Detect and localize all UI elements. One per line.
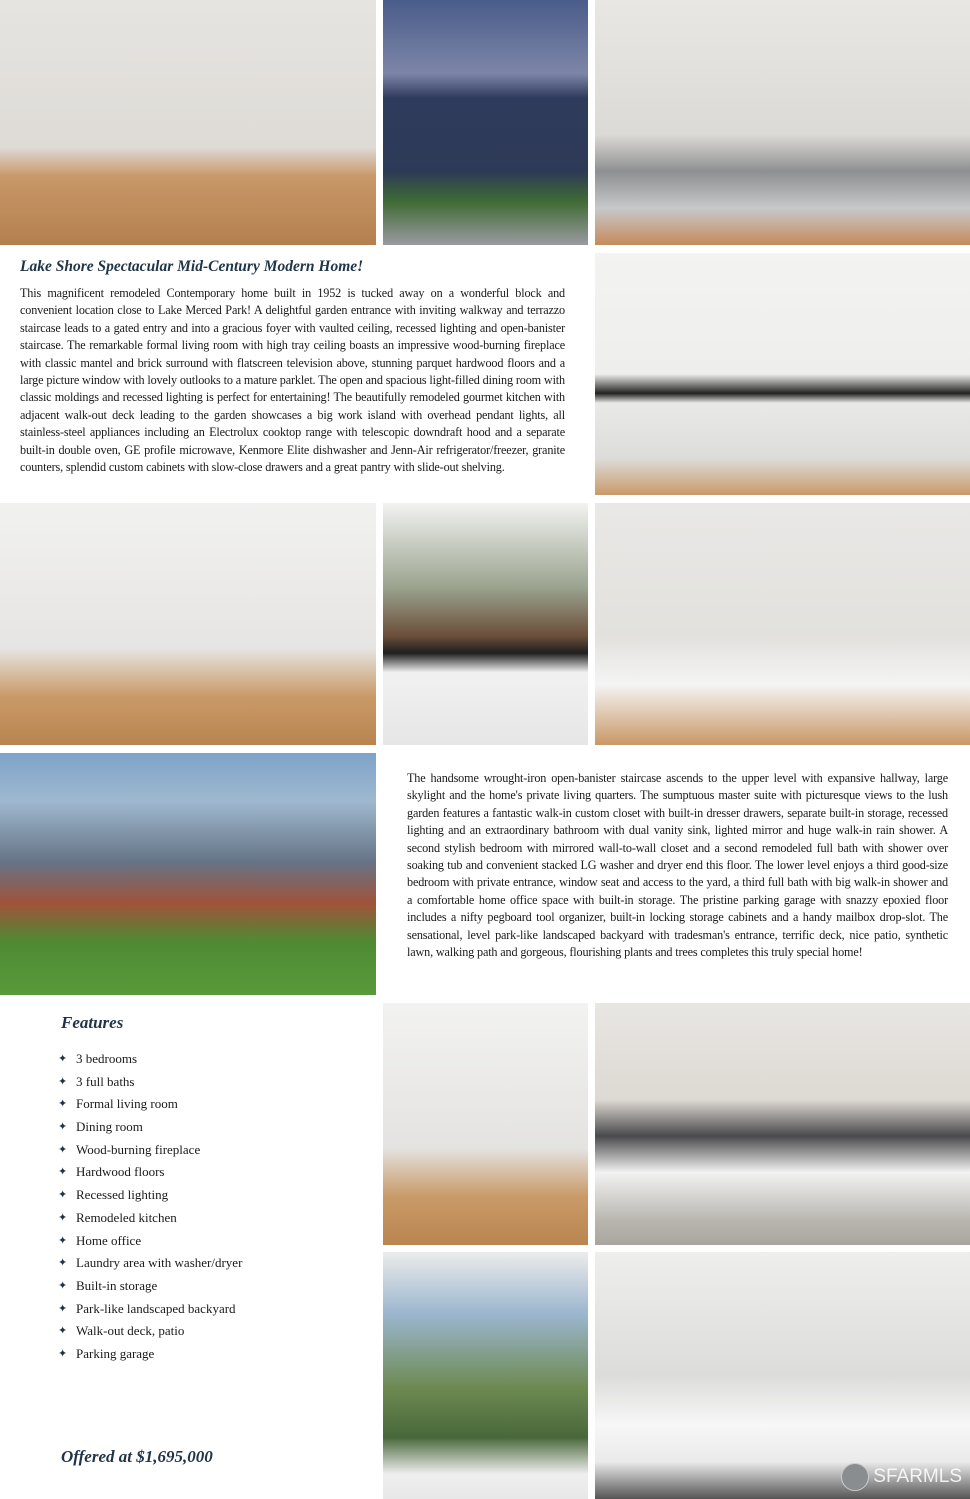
feature-item: ✦ Wood-burning fireplace: [58, 1139, 242, 1162]
feature-item: ✦ Formal living room: [58, 1093, 242, 1116]
diamond-bullet-icon: ✦: [58, 1098, 68, 1111]
diamond-bullet-icon: ✦: [58, 1166, 68, 1179]
photo-kitchen-deck-door: [383, 503, 588, 745]
feature-item: ✦ Park-like landscaped backyard: [58, 1298, 242, 1321]
photo-house-exterior: [383, 0, 588, 245]
diamond-bullet-icon: ✦: [58, 1257, 68, 1270]
photo-dining-room: [0, 0, 376, 245]
diamond-bullet-icon: ✦: [58, 1121, 68, 1134]
diamond-bullet-icon: ✦: [58, 1053, 68, 1065]
diamond-bullet-icon: ✦: [58, 1302, 68, 1315]
listing-title: Lake Shore Spectacular Mid-Century Modern Home!: [20, 258, 364, 275]
feature-item: ✦ Hardwood floors: [58, 1161, 242, 1184]
diamond-bullet-icon: ✦: [58, 1279, 68, 1292]
photo-backyard: [0, 753, 376, 995]
feature-item: ✦ Walk-out deck, patio: [58, 1320, 242, 1343]
photo-window-view: [383, 1252, 588, 1499]
diamond-bullet-icon: ✦: [58, 1143, 68, 1156]
feature-item: ✦ Laundry area with washer/dryer: [58, 1252, 242, 1275]
feature-item: ✦ 3 full baths: [58, 1071, 242, 1094]
features-heading: Features: [61, 1013, 124, 1032]
feature-item: ✦ Remodeled kitchen: [58, 1207, 242, 1230]
photo-master-bedroom: [595, 1003, 970, 1245]
sfarmls-logo-icon: [841, 1463, 869, 1491]
diamond-bullet-icon: ✦: [58, 1211, 68, 1224]
photo-hallway-staircase: [0, 503, 376, 745]
diamond-bullet-icon: ✦: [58, 1234, 68, 1247]
feature-item: ✦ Parking garage: [58, 1343, 242, 1366]
photo-bathroom: [595, 1252, 970, 1499]
feature-item: ✦ Built-in storage: [58, 1275, 242, 1298]
diamond-bullet-icon: ✦: [58, 1325, 68, 1338]
feature-item: ✦ 3 bedrooms: [58, 1048, 242, 1071]
photo-living-room: [595, 0, 970, 245]
description-paragraph-1: This magnificent remodeled Contemporary home built in 1952 is tucked away on a wonderful block and convenient location close to Lake Merced Park! A delightful garden entrance with inviting walkway and terrazzo staircase leads to a gated entry and into a gracious foyer with vaulted ceiling, recessed lighting and open-banister staircase. The remarkable formal living room with high tray ceiling boasts an impressive wood-burning fireplace with classic mantel and brick surround with flatscreen television above, stunning parquet hardwood floors and a large picture window with lovely outlooks to a mature parklet. The open and spacious light-filled dining room with classic moldings and recessed lighting is perfect for entertaining! The beautifully remodeled gourmet kitchen with adjacent walk-out deck leading to the garden showcases a big work island with overhead pendant lights, all stainless-steel appliances including an Electrolux cooktop range with telescopic downdraft hood and a separate built-in double oven, GE profile microwave, Kenmore Elite dishwasher and Jenn-Air refrigerator/freezer, granite counters, splendid custom cabinets with slow-close drawers and a great pantry with slide-out shelving.: [20, 286, 565, 475]
features-list: [58, 1048, 242, 1366]
feature-item: ✦ Home office: [58, 1230, 242, 1253]
feature-item: ✦ Dining room: [58, 1116, 242, 1139]
diamond-bullet-icon: ✦: [58, 1189, 68, 1202]
price: Offered at $1,695,000: [61, 1447, 213, 1466]
sfarmls-watermark: SFARMLS: [841, 1463, 962, 1491]
diamond-bullet-icon: ✦: [58, 1075, 68, 1088]
feature-item: ✦ Recessed lighting: [58, 1184, 242, 1207]
description-paragraph-2: The handsome wrought-iron open-banister staircase ascends to the upper level with expansive hallway, large skylight and the home's private living quarters. The sumptuous master suite with picturesque views to the lush garden features a fantastic walk-in custom closet with built-in dresser drawers, separate built-in storage, recessed lighting and an extraordinary bathroom with dual vanity sink, lighted mirror and huge walk-in rain shower. A second stylish bedroom with mirrored wall-to-wall closet and a second remodeled full bath with shower over soaking tub and convenient stacked LG washer and dryer end this floor. The lower level enjoys a third good-size bedroom with private entrance, window seat and access to the yard, a third full bath with big walk-in shower and a comfortable home office space with built-in storage. The pristine parking garage with snazzy epoxied floor includes a nifty pegboard tool organizer, built-in locking storage cabinets and a handy mailbox drop-slot. The sensational, level park-like landscaped backyard with tradesman's entrance, terrific deck, nice patio, synthetic lawn, walking path and gorgeous, flourishing plants and trees completes this truly special home!: [407, 771, 948, 960]
photo-kitchen: [595, 253, 970, 495]
photo-upper-hallway: [383, 1003, 588, 1245]
photo-bedroom: [595, 503, 970, 745]
diamond-bullet-icon: ✦: [58, 1347, 68, 1360]
